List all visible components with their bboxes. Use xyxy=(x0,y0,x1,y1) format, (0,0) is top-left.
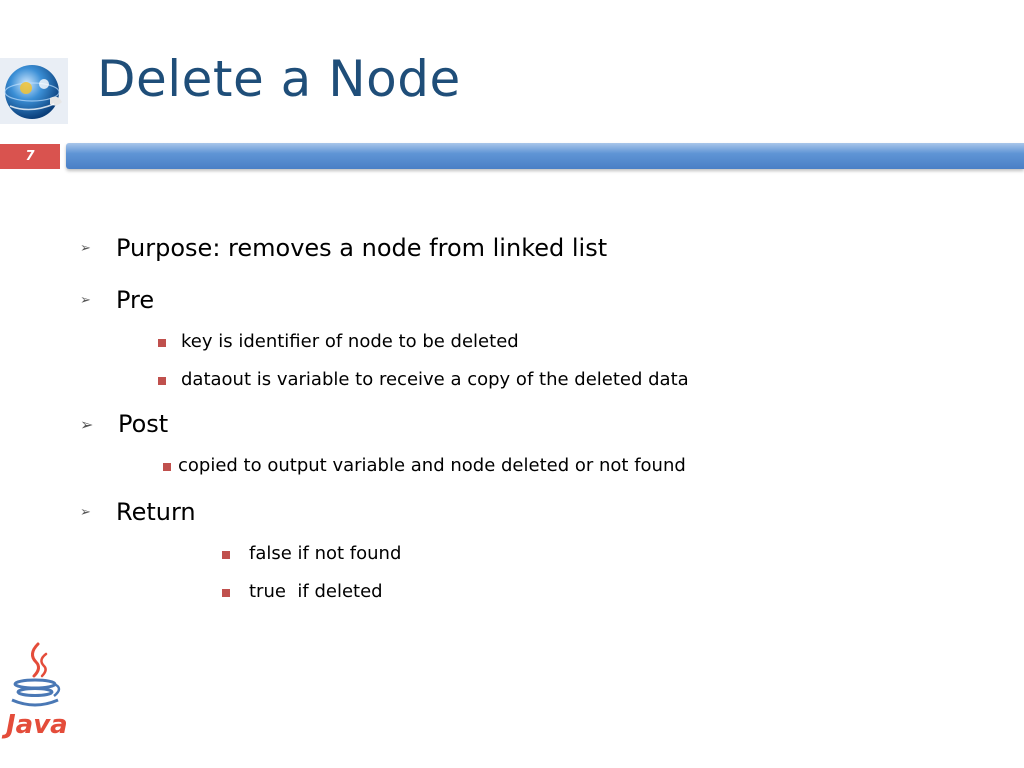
header-divider-bar xyxy=(66,143,1024,169)
slide-number-badge: 7 xyxy=(0,144,60,169)
sub-bullet xyxy=(163,455,686,476)
square-bullet-icon xyxy=(158,339,166,347)
arrow-bullet-icon: ➢ xyxy=(80,415,94,434)
bullet-text: Pre xyxy=(116,286,155,314)
sub-bullet xyxy=(222,581,383,602)
page-title: Delete a Node xyxy=(97,50,461,108)
bullet-post xyxy=(80,410,168,438)
java-logo-text: Java xyxy=(6,710,68,740)
arrow-bullet-icon: ➢ xyxy=(80,505,91,520)
sub-bullet-text: key is identifier of node to be deleted xyxy=(181,331,519,352)
arrow-bullet-icon: ➢ xyxy=(80,241,91,256)
square-bullet-icon xyxy=(163,463,171,471)
square-bullet-icon xyxy=(158,377,166,385)
bullet-pre xyxy=(80,286,154,314)
sub-bullet-text: dataout is variable to receive a copy of the deleted data xyxy=(181,369,689,390)
square-bullet-icon xyxy=(222,589,230,597)
sub-bullet xyxy=(158,331,519,352)
square-bullet-icon xyxy=(222,551,230,559)
bullet-text: Post xyxy=(118,410,169,438)
sub-bullet-text: true if deleted xyxy=(249,581,383,602)
bullet-purpose xyxy=(80,234,607,262)
arrow-bullet-icon: ➢ xyxy=(80,293,91,308)
globe-logo-icon xyxy=(0,58,68,124)
sub-bullet-text: copied to output variable and node deleted or not found xyxy=(178,455,686,476)
sub-bullet xyxy=(158,369,689,390)
sub-bullet-text: false if not found xyxy=(249,543,402,564)
bullet-text: Purpose: removes a node from linked list xyxy=(116,234,608,262)
bullet-text: Return xyxy=(116,498,196,526)
bullet-return xyxy=(80,498,196,526)
sub-bullet xyxy=(222,543,401,564)
